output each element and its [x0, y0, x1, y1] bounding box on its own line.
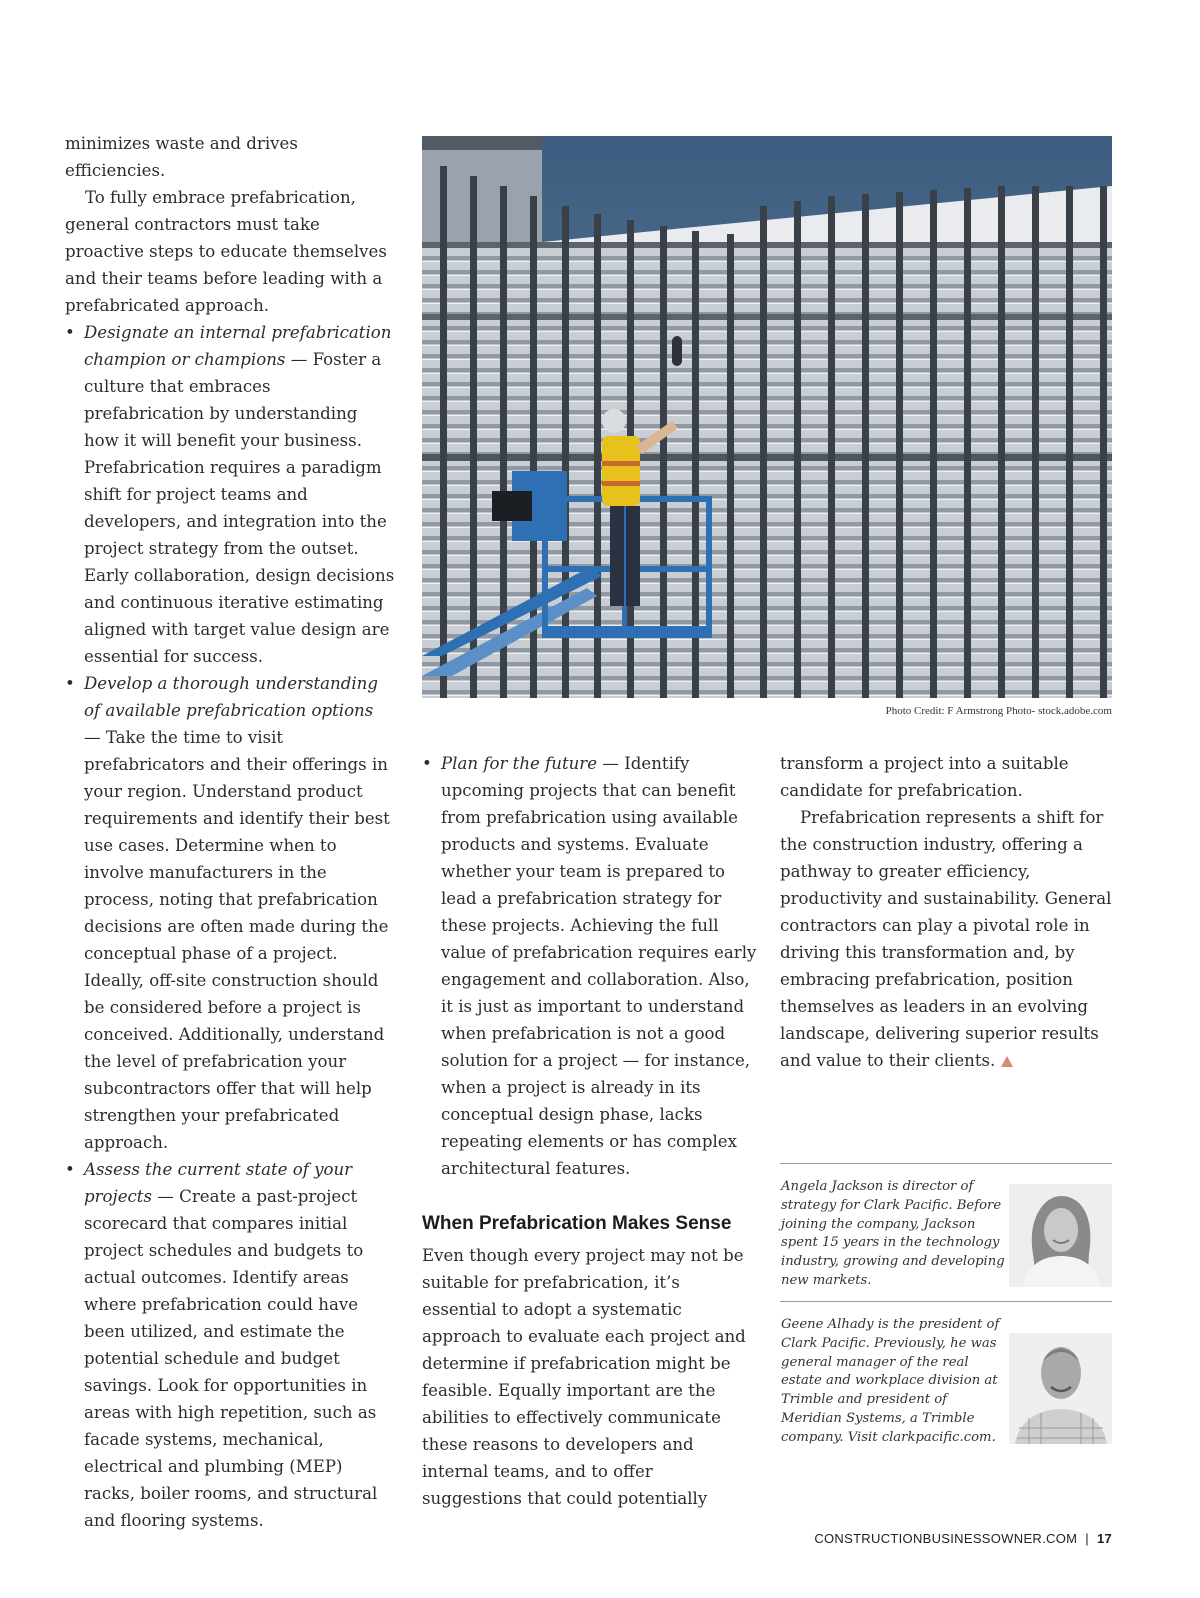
publication-site: CONSTRUCTIONBUSINESSOWNER.COM	[814, 1531, 1078, 1546]
lead-line: minimizes waste and drives efficiencies.	[65, 134, 298, 180]
page-footer	[814, 1531, 1112, 1546]
end-of-article-icon	[1001, 1056, 1013, 1067]
bullet-body: Identify upcoming projects that can benefit from prefabrication using available products and systems. Evaluate whether your team is prepared to lead a prefabrication strategy for these projects. Achieving the full value of prefabrication requires early engagement and collaboration. Also, it is just as important to understand when prefabrication is not a good solution for a project — for instance, when a project is already in its conceptual design phase, lacks repeating elements or has complex architectural features.	[441, 754, 757, 1178]
bullet-body: Create a past-project scorecard that compares initial project schedules and budgets to actual outcomes. Identify areas where prefabrication could have been utilized, and estimate the potential schedule and budget savings. Look for opportunities in areas with high repetition, such as facade systems, mechanical, electrical and plumbing (MEP) racks, boiler rooms, and structural and flooring systems.	[84, 1187, 378, 1530]
left-column	[65, 130, 395, 1534]
bullet-body: Foster a culture that embraces prefabrication by understanding how it will benefit your business. Prefabrication requires a paradigm shift for project teams and developers, and integration into the project strategy from the outset. Early collaboration, design decisions and continuous iterative estimating aligned with target value design are essential for success.	[84, 350, 395, 666]
portrait-man-icon	[1009, 1333, 1112, 1444]
bullet-list	[65, 319, 395, 1534]
section-paragraph: Even though every project may not be suitable for prefabrication, it’s essential to adopt a systematic approach to evaluate each project and determine if prefabrication might be feasible. Equally important are the abilities to effectively communicate these reasons to developers and internal teams, and to offer suggestions that could potentially	[422, 1246, 746, 1508]
bullet-title: Designate an internal prefabrication champion or champions	[84, 323, 392, 369]
footer-separator: |	[1085, 1531, 1089, 1546]
bullet-item-future: • Plan for the future — Identify upcoming projects that can benefit from prefabrication using available products and systems. Evaluate whether your team is prepared to lead a prefabrication strategy for these projects. Achieving the full value of prefabrication requires early engagement and collaboration. Also, it is just as important to understand when prefabrication is not a good solution for a project — for instance, when a project is already in its conceptual design phase, lacks repeating elements or has complex architectural features.	[422, 750, 757, 1182]
bullet-list-middle	[422, 750, 757, 1182]
feature-photo	[422, 136, 1112, 698]
page-number: 17	[1096, 1531, 1112, 1546]
author-photo-jackson	[1009, 1184, 1112, 1287]
bullet-title: Assess the current state of your projects	[84, 1160, 353, 1206]
photo-credit: Photo Credit: F Armstrong Photo- stock.adobe.com	[885, 705, 1112, 717]
author-bio-jackson: Angela Jackson is director of strategy for Clark Pacific. Before joining the company, Jackson spent 15 years in the technology industry, growing and developing new markets.	[781, 1179, 1005, 1288]
bio-divider	[780, 1163, 1112, 1164]
bullet-title: Plan for the future	[441, 754, 598, 773]
intro-paragraph: To fully embrace prefabrication, general contractors must take proactive steps to educate themselves and their teams before leading with a prefabricated approach.	[65, 188, 387, 315]
right-column	[780, 750, 1115, 1074]
author-bio-alhady: Geene Alhady is the president of Clark Pacific. Previously, he was general manager of the real estate and workplace division at Trimble and president of Meridian Systems, a Trimble company. Visit clarkpacific.com.	[781, 1317, 1000, 1445]
bullet-item-champion: • Designate an internal prefabrication champion or champions — Foster a culture that embraces prefabrication by understanding how it will benefit your business. Prefabrication requires a paradigm shift for project teams and developers, and integration into the project strategy from the outset. Early collaboration, design decisions and continuous iterative estimating aligned with target value design are essential for success.	[65, 319, 395, 670]
bio-divider	[780, 1301, 1112, 1302]
closing-paragraph: Prefabrication represents a shift for the construction industry, offering a pathway to greater efficiency, productivity and sustainability. General contractors can play a pivotal role in driving this transformation and, by embracing prefabrication, position themselves as leaders in an evolving landscape, delivering superior results and value to their clients.	[780, 808, 1112, 1070]
bullet-title: Develop a thorough understanding of available prefabrication options	[84, 674, 378, 720]
portrait-woman-icon	[1009, 1184, 1112, 1287]
continuation-paragraph: transform a project into a suitable candidate for prefabrication.	[780, 754, 1069, 800]
section-heading: When Prefabrication Makes Sense	[422, 1213, 732, 1234]
bullet-item-assess: • Assess the current state of your projects — Create a past-project scorecard that compares initial project schedules and budgets to actual outcomes. Identify areas where prefabrication could have been utilized, and estimate the potential schedule and budget savings. Look for opportunities in areas with high repetition, such as facade systems, mechanical, electrical and plumbing (MEP) racks, boiler rooms, and structural and flooring systems.	[65, 1156, 395, 1534]
bullet-item-options: • Develop a thorough understanding of available prefabrication options — Take the time to visit prefabricators and their offerings in your region. Understand product requirements and identify their best use cases. Determine when to involve manufacturers in the process, noting that prefabrication decisions are often made during the conceptual phase of a project. Ideally, off-site construction should be considered before a project is conceived. Additionally, understand the level of prefabrication your subcontractors offer that will help strengthen your prefabricated approach.	[65, 670, 395, 1156]
bullet-body: Take the time to visit prefabricators and their offerings in your region. Understand product requirements and identify their best use cases. Determine when to involve manufacturers in the process, noting that prefabrication decisions are often made during the conceptual phase of a project. Ideally, off-site construction should be considered before a project is conceived. Additionally, understand the level of prefabrication your subcontractors offer that will help strengthen your prefabricated approach.	[84, 728, 390, 1152]
construction-worker-illustration	[422, 136, 1112, 698]
author-photo-alhady	[1009, 1333, 1112, 1444]
middle-column	[422, 750, 757, 1512]
